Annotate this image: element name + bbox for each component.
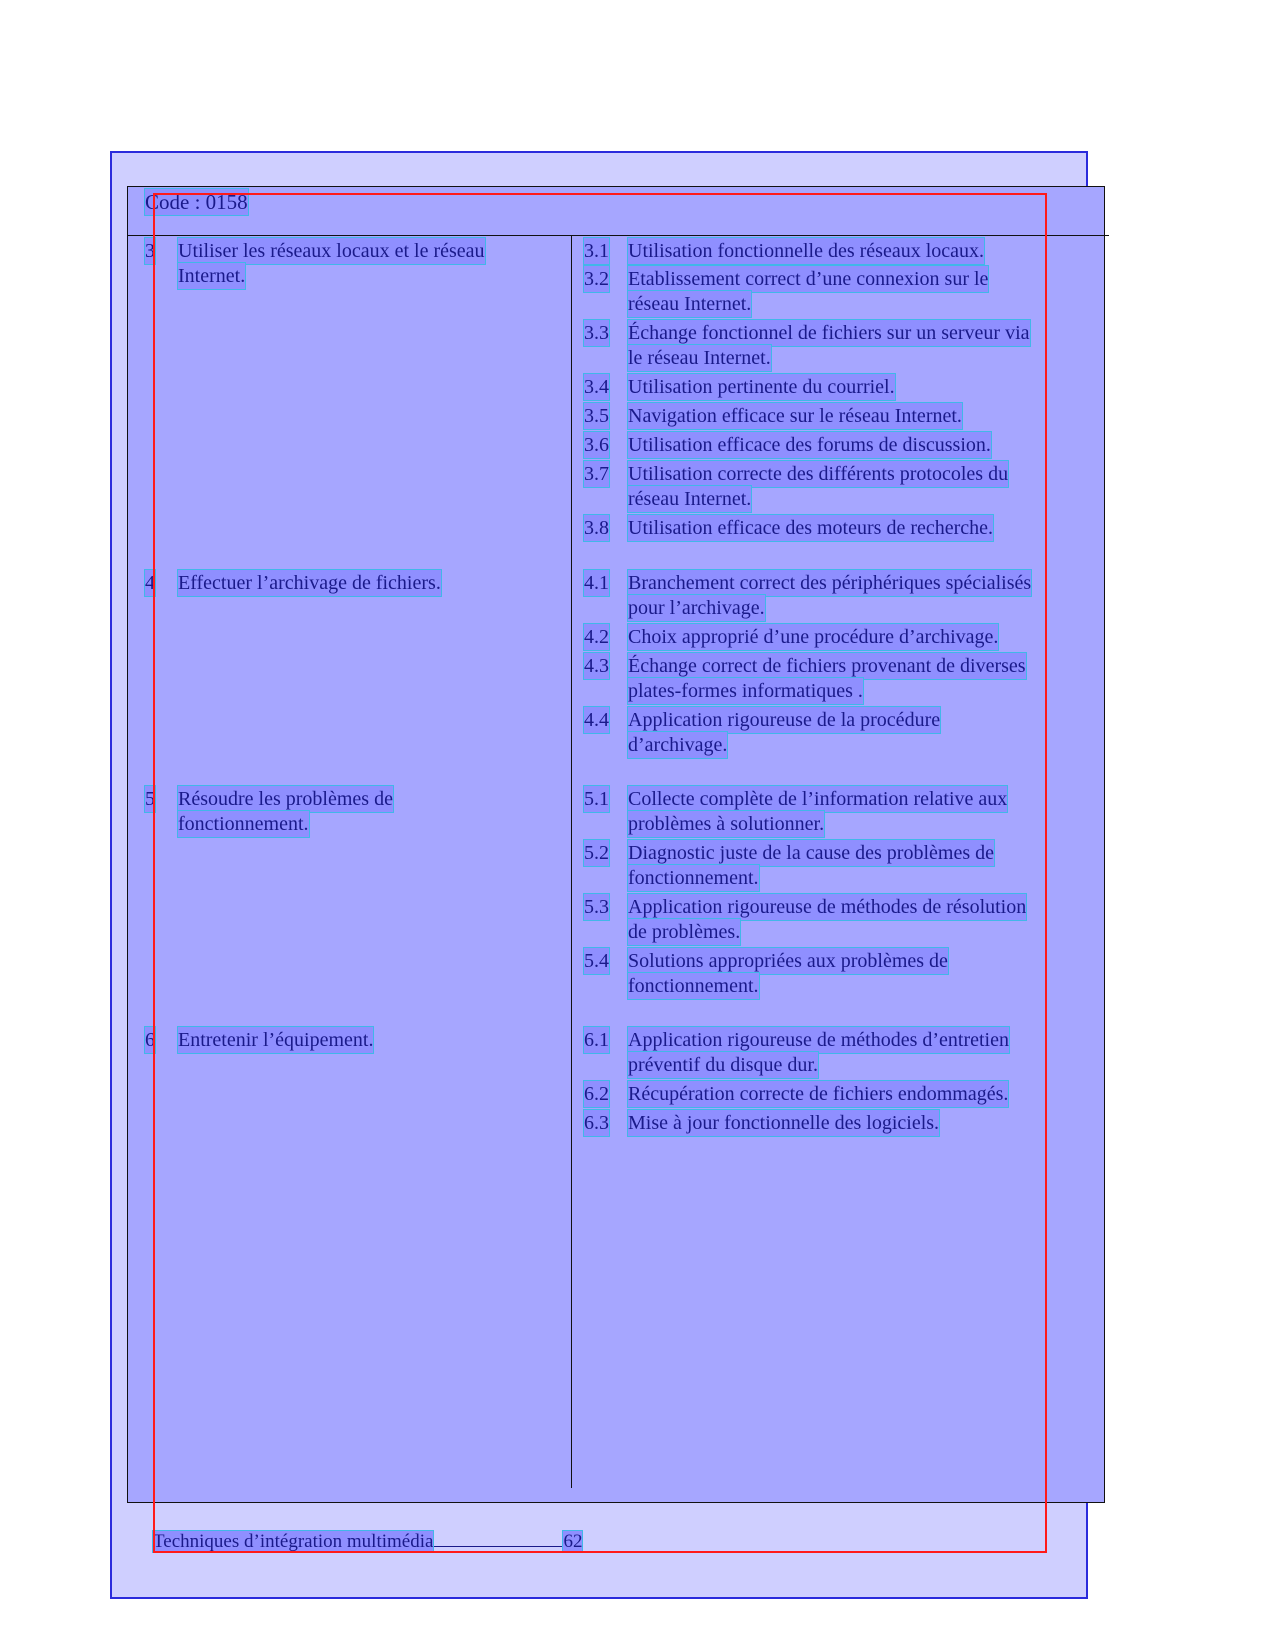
criterion-text: problèmes à solutionner. bbox=[628, 813, 825, 835]
footer-title: Techniques d’intégration multimédia bbox=[153, 1531, 434, 1552]
objective-number: 3 bbox=[145, 240, 155, 262]
criterion-text: Diagnostic juste de la cause des problèmes de bbox=[628, 842, 994, 864]
criterion-number: 5.4 bbox=[584, 950, 609, 972]
criterion-text: Utilisation correcte des différents protocoles du bbox=[628, 463, 1009, 485]
criterion-text: Utilisation efficace des forums de discussion. bbox=[628, 434, 991, 456]
criterion-text: Échange correct de fichiers provenant de diverses bbox=[628, 655, 1026, 677]
criterion-text: Utilisation efficace des moteurs de recherche. bbox=[628, 517, 994, 539]
code-label: Code : 0158 bbox=[145, 190, 248, 214]
criterion-number: 4.3 bbox=[584, 655, 609, 677]
criterion-text: préventif du disque dur. bbox=[628, 1054, 818, 1076]
objective-text: Internet. bbox=[178, 265, 246, 287]
criterion-text: réseau Internet. bbox=[628, 293, 752, 315]
criterion-number: 6.1 bbox=[584, 1029, 609, 1051]
criterion-text: fonctionnement. bbox=[628, 975, 759, 997]
objective-text: Effectuer l’archivage de fichiers. bbox=[178, 572, 441, 594]
criterion-number: 4.2 bbox=[584, 626, 609, 648]
criterion-text: Choix approprié d’une procédure d’archivage. bbox=[628, 626, 999, 648]
page-number: 62 bbox=[563, 1531, 583, 1552]
criterion-text: réseau Internet. bbox=[628, 488, 752, 510]
objective-number: 5 bbox=[145, 788, 155, 810]
criterion-number: 5.2 bbox=[584, 842, 609, 864]
criterion-number: 6.2 bbox=[584, 1083, 609, 1105]
criterion-number: 4.1 bbox=[584, 572, 609, 594]
selection-box bbox=[153, 193, 1047, 1553]
criterion-number: 5.3 bbox=[584, 896, 609, 918]
criterion-text: plates-formes informatiques . bbox=[628, 680, 863, 702]
criterion-number: 3.3 bbox=[584, 322, 609, 344]
criterion-text: Etablissement correct d’une connexion sur le bbox=[628, 268, 989, 290]
criterion-text: Branchement correct des périphériques spécialisés bbox=[628, 572, 1032, 594]
criterion-text: de problèmes. bbox=[628, 921, 741, 943]
criterion-number: 3.5 bbox=[584, 405, 609, 427]
criterion-text: pour l’archivage. bbox=[628, 597, 765, 619]
criterion-number: 3.7 bbox=[584, 463, 609, 485]
objective-number: 4 bbox=[145, 572, 155, 594]
criterion-text: Navigation efficace sur le réseau Internet. bbox=[628, 405, 962, 427]
criterion-number: 3.6 bbox=[584, 434, 609, 456]
criterion-text: Utilisation pertinente du courriel. bbox=[628, 376, 895, 398]
criterion-number: 3.8 bbox=[584, 517, 609, 539]
criterion-text: Application rigoureuse de méthodes de résolution bbox=[628, 896, 1027, 918]
objective-text: Résoudre les problèmes de bbox=[178, 788, 393, 810]
criterion-number: 3.2 bbox=[584, 268, 609, 290]
criterion-text: Récupération correcte de fichiers endommagés. bbox=[628, 1083, 1009, 1105]
criterion-text: Échange fonctionnel de fichiers sur un serveur via bbox=[628, 322, 1030, 344]
criterion-number: 6.3 bbox=[584, 1112, 609, 1134]
criterion-text: Collecte complète de l’information relative aux bbox=[628, 788, 1008, 810]
criterion-text: fonctionnement. bbox=[628, 867, 759, 889]
criterion-text: Utilisation fonctionnelle des réseaux locaux. bbox=[628, 240, 985, 262]
objective-text: fonctionnement. bbox=[178, 813, 309, 835]
criterion-text: Mise à jour fonctionnelle des logiciels. bbox=[628, 1112, 940, 1134]
criterion-number: 5.1 bbox=[584, 788, 609, 810]
objective-text: Entretenir l’équipement. bbox=[178, 1029, 374, 1051]
criterion-number: 3.1 bbox=[584, 240, 609, 262]
objective-text: Utiliser les réseaux locaux et le réseau bbox=[178, 240, 485, 262]
criterion-text: d’archivage. bbox=[628, 734, 728, 756]
criterion-number: 4.4 bbox=[584, 709, 609, 731]
criterion-text: Solutions appropriées aux problèmes de bbox=[628, 950, 948, 972]
criterion-text: Application rigoureuse de la procédure bbox=[628, 709, 941, 731]
criterion-number: 3.4 bbox=[584, 376, 609, 398]
criterion-text: Application rigoureuse de méthodes d’entretien bbox=[628, 1029, 1009, 1051]
objective-number: 6 bbox=[145, 1029, 155, 1051]
criterion-text: le réseau Internet. bbox=[628, 347, 771, 369]
